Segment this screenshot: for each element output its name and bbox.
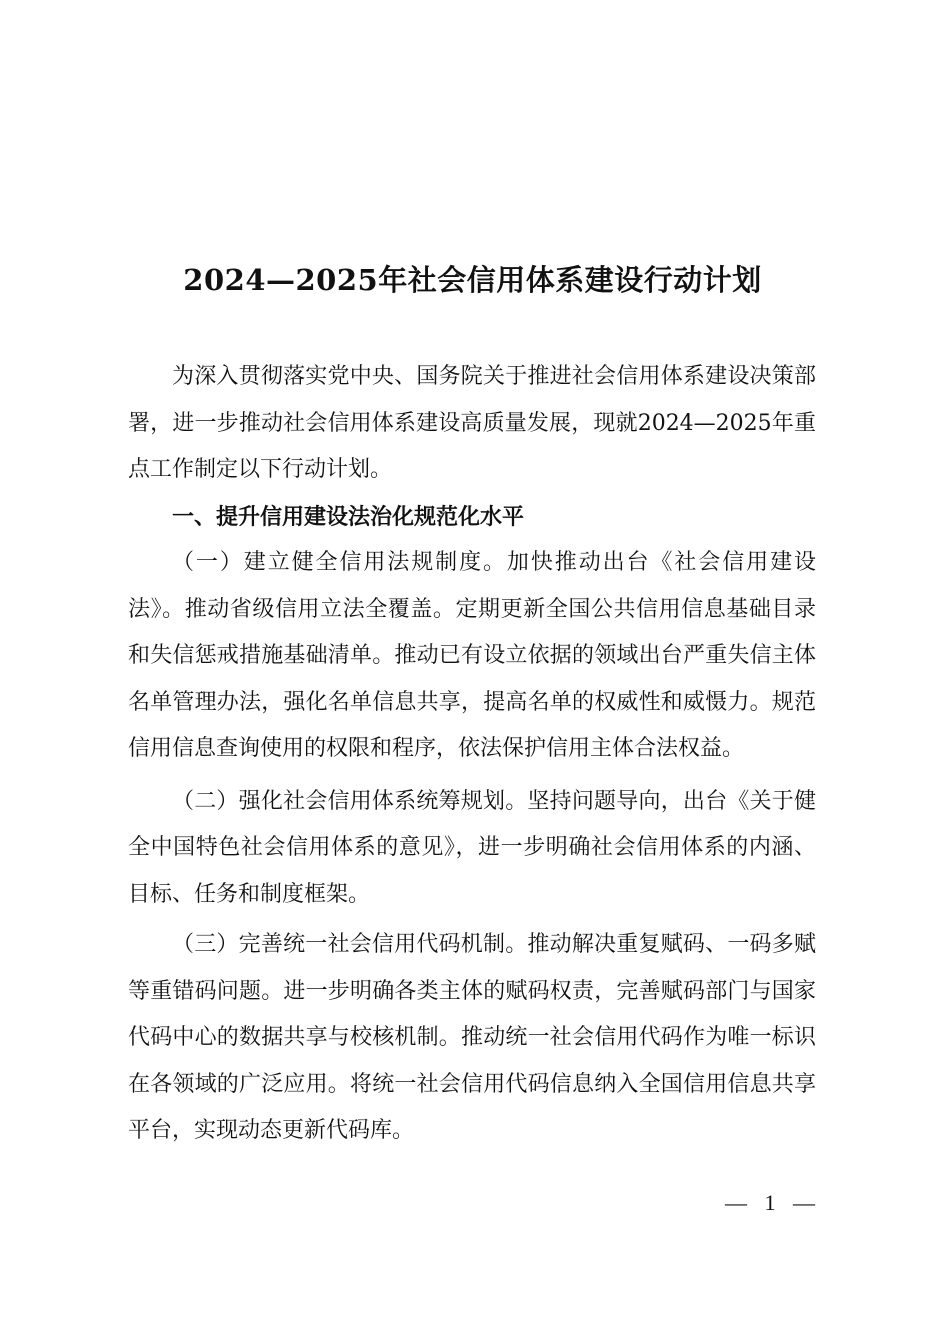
document-body [128,354,816,1155]
item-lead-3: （三）完善统一社会信用代码机制。 [172,932,528,957]
page-number: — 1 — [725,1190,821,1215]
item-paragraph-2 [128,779,816,919]
item-text-3: 推动解决重复赋码、一码多赋等重错码问题。进一步明确各类主体的赋码权责，完善赋码部门与国家代码中心的数据共享与校核机制。推动统一社会信用代码作为唯一标识在各领域的广泛应用。将统一社会信用代码信息纳入全国信用信息共享平台，实现动态更新代码库。 [128,932,816,1143]
item-paragraph-1 [128,540,816,773]
item-text-2: 坚持问题导向，出台《关于健全中国特色社会信用体系的意见》，进一步明确社会信用体系的内涵、目标、任务和制度框架。 [128,788,816,907]
section-heading-1: 一、提升信用建设法治化规范化水平 [172,503,525,530]
item-text-1: 加快推动出台《社会信用建设法》。推动省级信用立法全覆盖。定期更新全国公共信用信息基础目录和失信惩戒措施基础清单。推动已有设立依据的领域出台严重失信主体名单管理办法，强化名单信息共享，提高名单的权威性和威慑力。规范信用信息查询使用的权限和程序，依法保护信用主体合法权益。 [128,550,816,761]
item-lead-1: （一）建立健全信用法规制度。 [172,550,507,575]
item-paragraph-3 [128,922,816,1155]
document-title: 2024—2025年社会信用体系建设行动计划 [183,263,762,297]
item-lead-2: （二）强化社会信用体系统筹规划。 [172,788,528,814]
intro-paragraph: 为深入贯彻落实党中央、国务院关于推进社会信用体系建设决策部署，进一步推动社会信用体系建设高质量发展，现就2024—2025年重点工作制定以下行动计划。 [128,364,816,482]
